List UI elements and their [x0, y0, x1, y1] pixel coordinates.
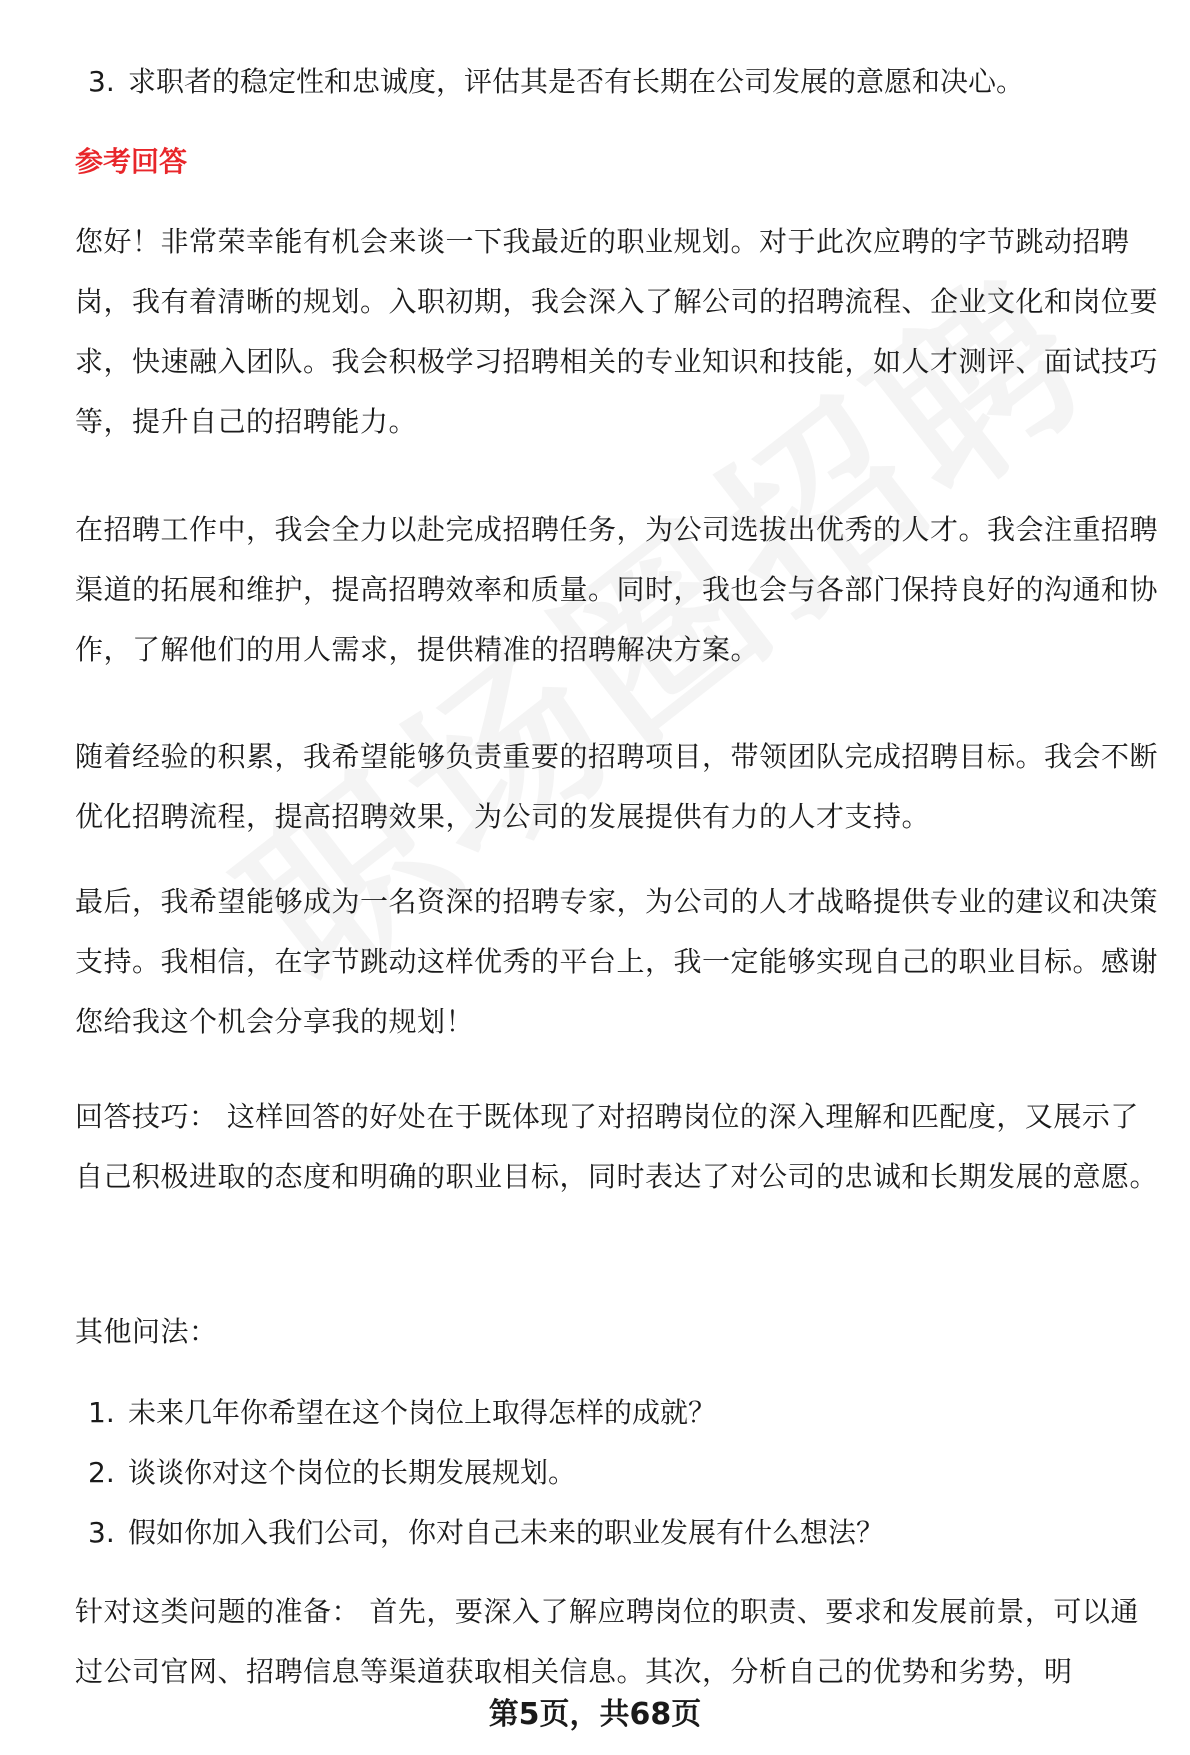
reference-answer-heading: 参考回答 [75, 145, 188, 178]
list-item [88, 1443, 1158, 1503]
list-text: 求职者的稳定性和忠诚度，评估其是否有长期在公司发展的意愿和决心。 [128, 65, 1025, 98]
list-text: 未来几年你希望在这个岗位上取得怎样的成就？ [128, 1396, 717, 1429]
paragraph-2: 在招聘工作中，我会全力以赴完成招聘任务，为公司选拔出优秀的人才。我会注重招聘渠道的拓展和维护，提高招聘效率和质量。同时，我也会与各部门保持良好的沟通和协作，了解他们的用人需求，提供精准的招聘解决方案。 [75, 513, 1159, 666]
list-number: 2. [88, 1456, 115, 1489]
preparation-paragraph: 针对这类问题的准备： 首先，要深入了解应聘岗位的职责、要求和发展前景，可以通过公司官网、招聘信息等渠道获取相关信息。其次，分析自己的优势和劣势，明 [75, 1595, 1139, 1688]
list-number: 3. [88, 1516, 115, 1549]
paragraph-3: 随着经验的积累，我希望能够负责重要的招聘项目，带领团队完成招聘目标。我会不断优化招聘流程，提高招聘效果，为公司的发展提供有力的人才支持。 [75, 740, 1159, 833]
page-footer: 第5页，共68页 [488, 1697, 702, 1732]
list-item [88, 1503, 1158, 1563]
list-number: 3. [88, 65, 115, 98]
answer-tips-paragraph: 回答技巧： 这样回答的好处在于既体现了对招聘岗位的深入理解和匹配度，又展示了自己积极进取的态度和明确的职业目标，同时表达了对公司的忠诚和长期发展的意愿。 [75, 1100, 1159, 1193]
other-questions-heading: 其他问法： [75, 1315, 218, 1348]
list-item [88, 1383, 1158, 1443]
paragraph-4: 最后，我希望能够成为一名资深的招聘专家，为公司的人才战略提供专业的建议和决策支持。我相信，在字节跳动这样优秀的平台上，我一定能够实现自己的职业目标。感谢您给我这个机会分享我的规划！ [75, 885, 1159, 1038]
paragraph-1: 您好！非常荣幸能有机会来谈一下我最近的职业规划。对于此次应聘的字节跳动招聘岗，我有着清晰的规划。入职初期，我会深入了解公司的招聘流程、企业文化和岗位要求，快速融入团队。我会积极学习招聘相关的专业知识和技能，如人才测评、面试技巧等，提升自己的招聘能力。 [75, 225, 1159, 438]
list-text: 谈谈你对这个岗位的长期发展规划。 [128, 1456, 577, 1489]
list-number: 1. [88, 1396, 115, 1429]
list-item [88, 52, 1158, 112]
list-text: 假如你加入我们公司，你对自己未来的职业发展有什么想法？ [128, 1516, 885, 1549]
